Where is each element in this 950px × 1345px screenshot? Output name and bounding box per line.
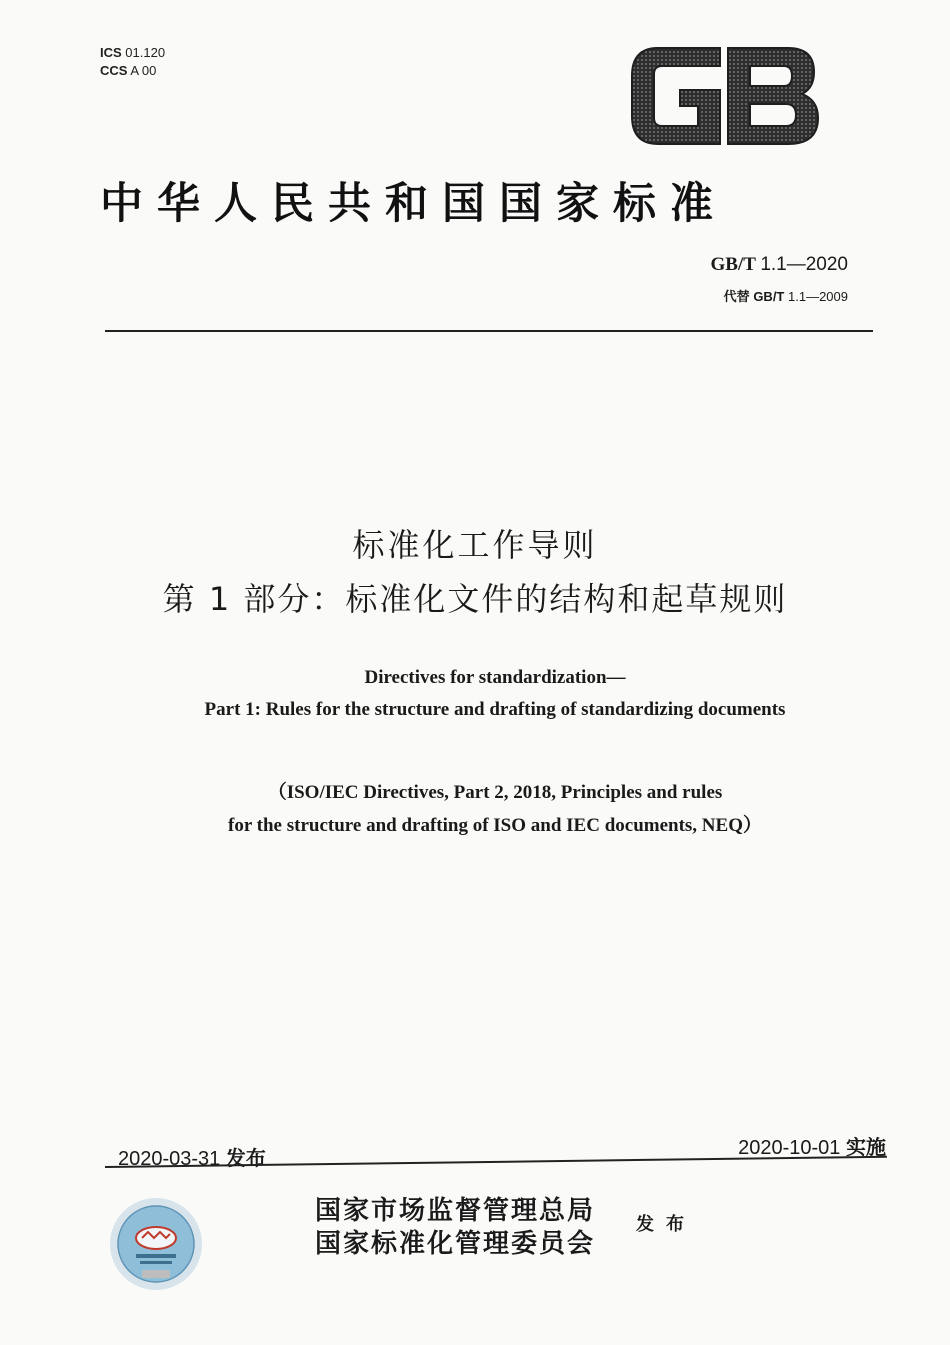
country-standard-title: 中华人民共和国国家标准 <box>100 179 727 229</box>
replaces-standard <box>724 286 848 305</box>
chinese-title-line-1: 标准化工作导则 <box>352 526 598 564</box>
ccs-value: A 00 <box>130 63 157 78</box>
issue-date-value: 2020-03-31 <box>118 1148 221 1170</box>
issuing-organizations <box>315 1195 595 1261</box>
chinese-title-line-2: 第 1 部分：标准化文件的结构和起草规则 <box>162 580 788 618</box>
issuer-samr: 国家市场监督管理总局 <box>315 1196 596 1226</box>
anti-counterfeit-seal-icon <box>108 1196 204 1292</box>
ccs-label: CCS <box>100 63 128 78</box>
standard-number <box>711 254 849 276</box>
replaces-code: 1.1—2009 <box>788 289 848 304</box>
issuer-sac: 国家标准化管理委员会 <box>315 1229 596 1259</box>
classification-codes <box>100 44 165 80</box>
reference-line-1: （ISO/IEC Directives, Part 2, 2018, Principles and rules <box>267 782 723 803</box>
international-reference <box>0 776 950 842</box>
standard-prefix: GB/T <box>710 254 756 275</box>
english-title-line-1: Directives for standardization— <box>364 667 626 688</box>
issue-action: 发布 <box>636 1214 696 1235</box>
standard-code: 1.1—2020 <box>760 254 848 275</box>
replaces-label: 代替 <box>723 289 750 304</box>
replaces-prefix: GB/T <box>753 289 785 304</box>
ics-code <box>100 44 165 62</box>
english-title-line-2: Part 1: Rules for the structure and drafting of standardizing documents <box>204 699 786 720</box>
header-divider <box>105 330 873 332</box>
ics-value: 01.120 <box>125 45 166 60</box>
ccs-code <box>100 62 165 80</box>
english-title <box>0 662 950 726</box>
gb-logo-icon <box>628 46 820 146</box>
ics-label: ICS <box>100 45 122 60</box>
issue-date-label: 发布 <box>225 1146 266 1170</box>
reference-line-2: for the structure and drafting of ISO and IEC documents, NEQ） <box>228 815 762 836</box>
implementation-date-value: 2020-10-01 <box>738 1137 841 1159</box>
implementation-date-label: 实施 <box>846 1135 886 1159</box>
